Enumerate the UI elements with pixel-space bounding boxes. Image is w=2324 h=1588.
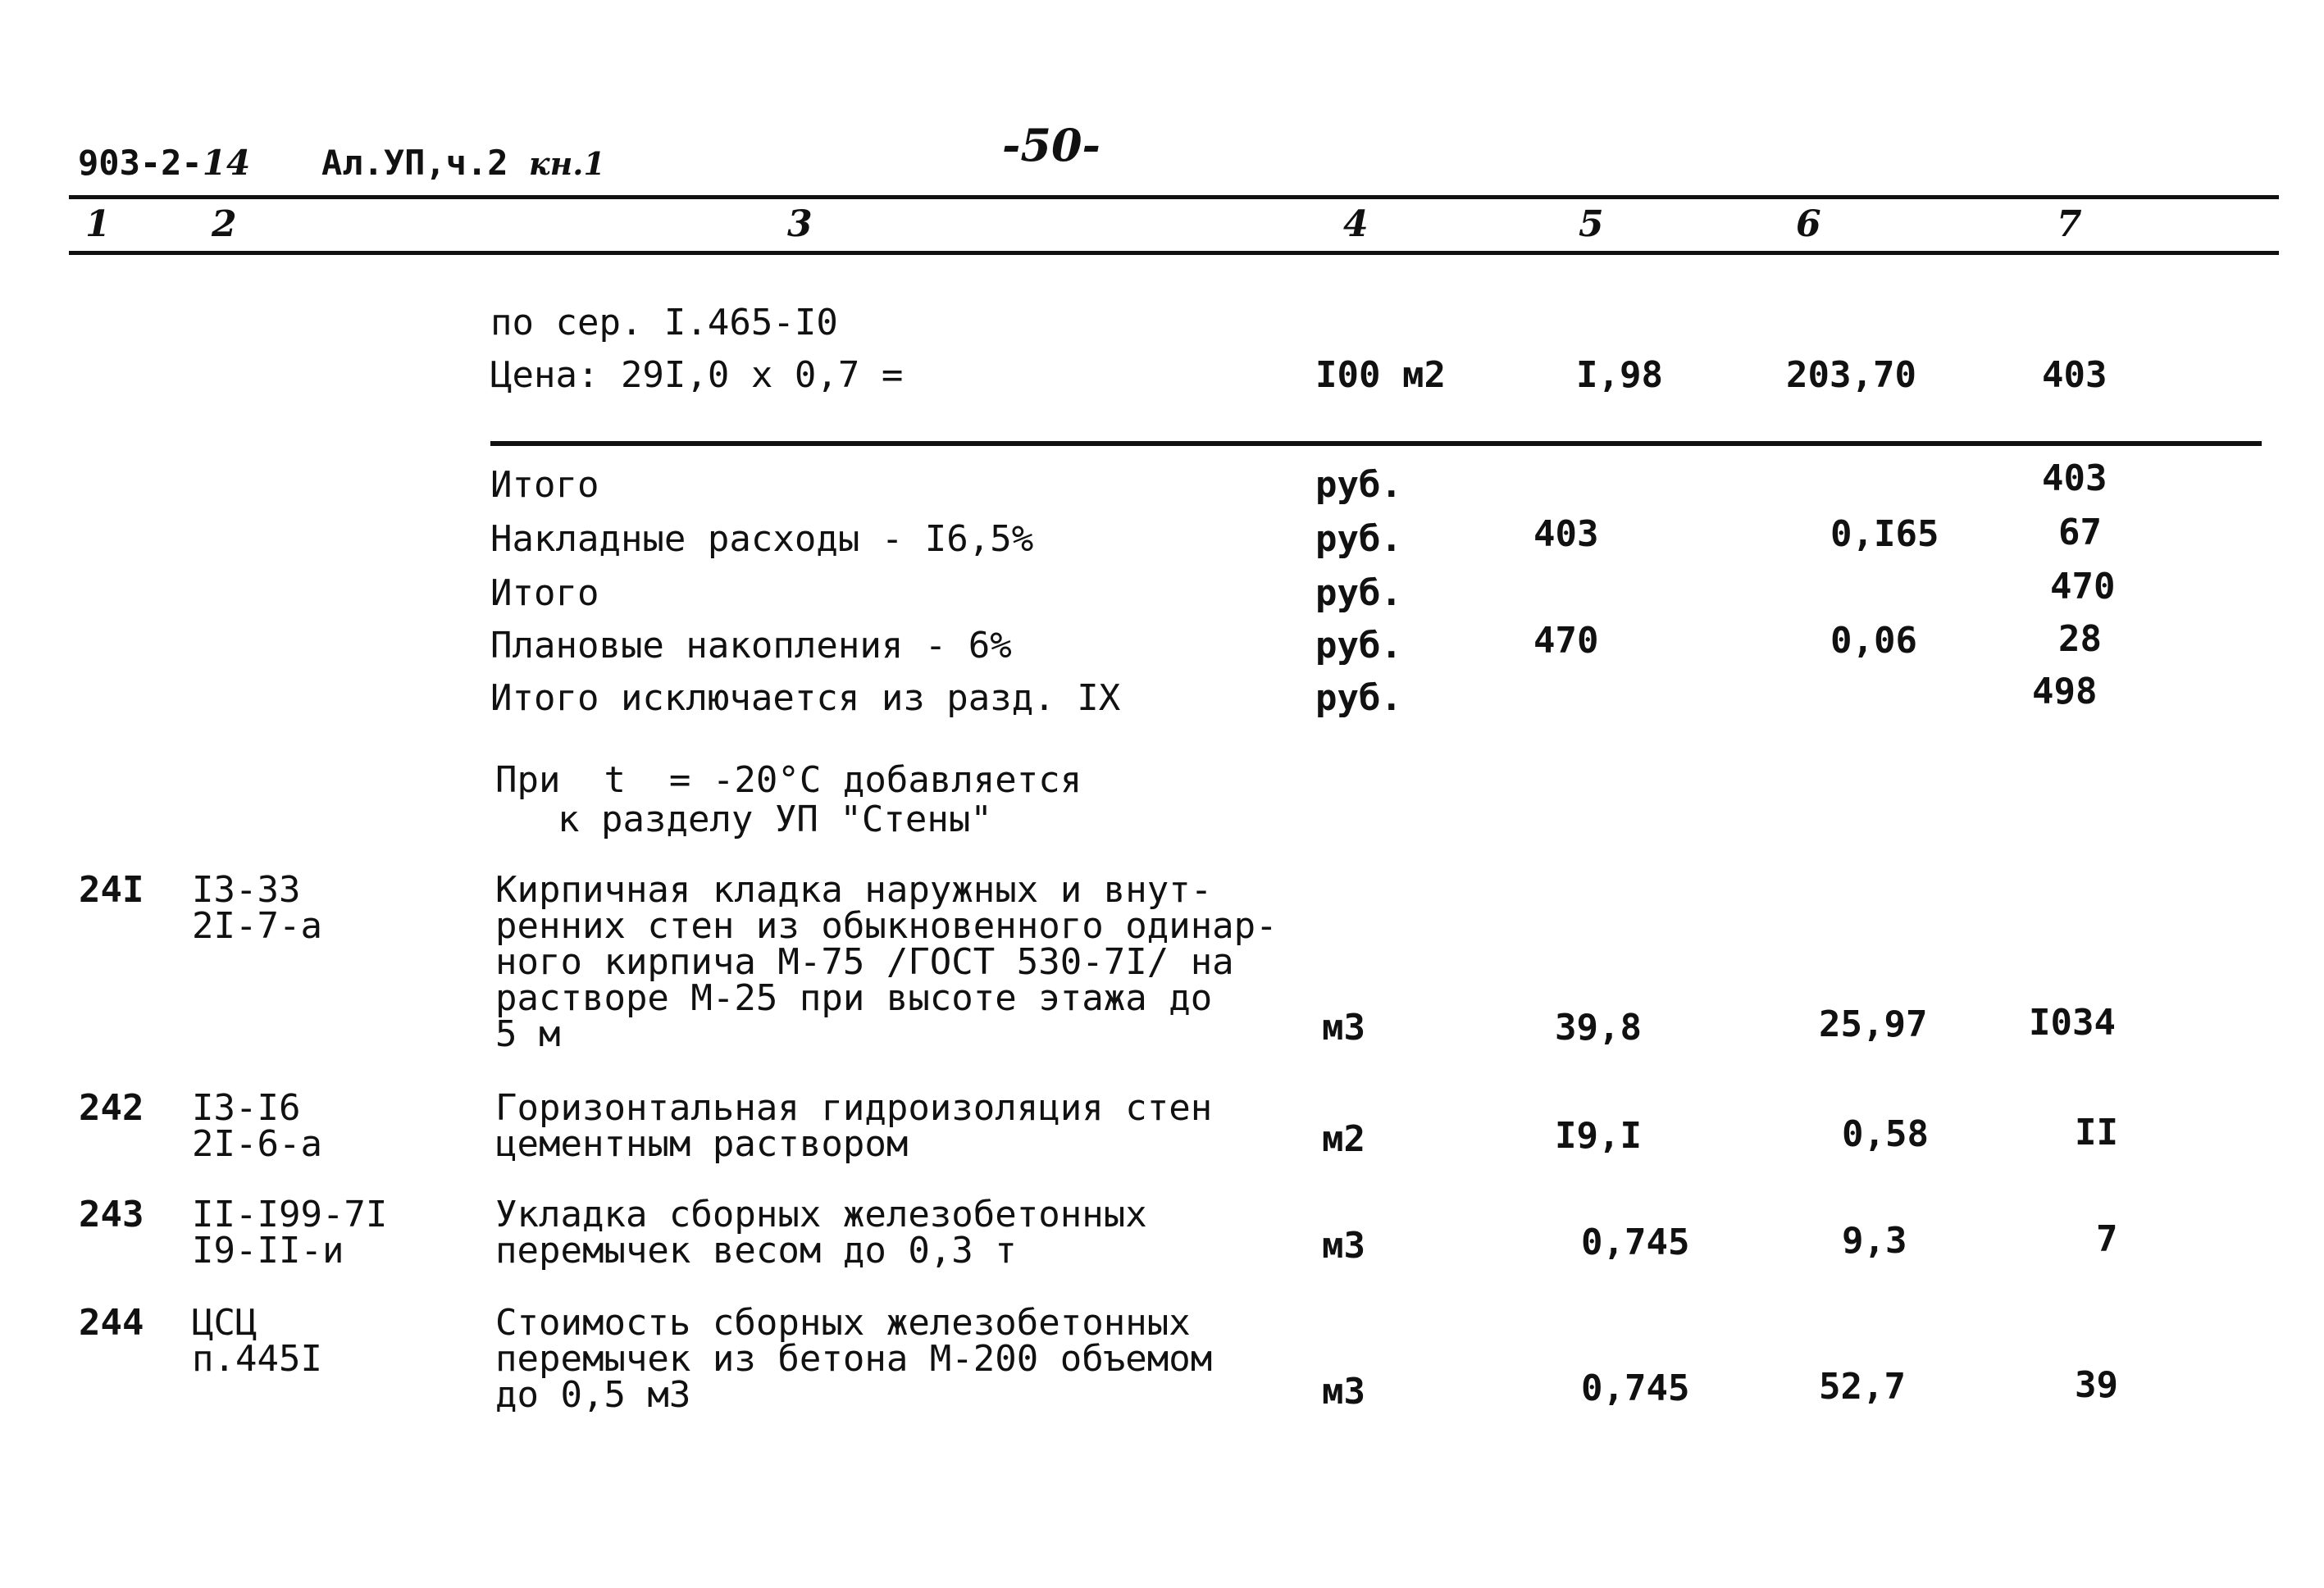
summary-total: 470 (2050, 566, 2116, 607)
column-number-2: 2 (212, 203, 237, 245)
price-unit: I00 м2 (1315, 354, 1446, 396)
album-label: Ал.УП,ч.2 (321, 143, 508, 183)
document-code-handwritten: 14 (202, 143, 251, 183)
header-top-rule (69, 195, 2279, 199)
item-code: I3-I6 2I-6-а (192, 1087, 322, 1165)
column-number-6: 6 (1796, 203, 1821, 245)
item-quantity: 0,745 (1581, 1222, 1690, 1263)
item-total: 39 (2075, 1364, 2118, 1406)
column-number-1: 1 (85, 203, 111, 245)
summary-unit: руб. (1315, 625, 1402, 667)
summary-label: Итого (490, 464, 599, 506)
item-number: 244 (79, 1302, 144, 1344)
summary-total: 67 (2058, 512, 2102, 553)
price-total: 403 (2042, 354, 2108, 396)
summary-rule (490, 441, 2262, 446)
temperature-note-line1: При t = -20°C добавляется (495, 759, 1082, 801)
summary-label: Накладные расходы - I6,5% (490, 518, 1034, 560)
item-total: I034 (2029, 1002, 2116, 1044)
price-formula: Цена: 29I,0 x 0,7 = (490, 354, 904, 396)
document-code (78, 143, 251, 183)
summary-unit: руб. (1315, 677, 1402, 719)
item-total: 7 (2096, 1218, 2118, 1260)
item-unit: м3 (1322, 1007, 1365, 1049)
item-price: 52,7 (1819, 1366, 1906, 1408)
item-number: 242 (79, 1087, 144, 1129)
price-value: 203,70 (1786, 354, 1916, 396)
temperature-note-line2: к разделу УП "Стены" (558, 799, 992, 840)
summary-rate: 0,06 (1830, 620, 1917, 662)
summary-label: Плановые накопления - 6% (490, 625, 1012, 667)
summary-label: Итого (490, 572, 599, 614)
summary-unit: руб. (1315, 518, 1402, 560)
item-price: 25,97 (1819, 1003, 1928, 1045)
item-unit: м3 (1322, 1371, 1365, 1413)
column-number-4: 4 (1343, 203, 1369, 245)
item-number: 24I (79, 869, 144, 911)
item-code: I3-33 2I-7-а (192, 869, 322, 947)
header-bottom-rule (69, 251, 2279, 255)
summary-unit: руб. (1315, 464, 1402, 506)
item-description: Горизонтальная гидроизоляция стен цементным раствором (495, 1087, 1213, 1165)
album-reference (321, 143, 605, 183)
summary-total: 498 (2032, 671, 2098, 712)
item-unit: м2 (1322, 1118, 1365, 1160)
column-number-5: 5 (1579, 203, 1604, 245)
summary-base: 470 (1533, 620, 1599, 662)
item-description: Стоимость сборных железобетонных перемычек из бетона М-200 объемом до 0,5 м3 (495, 1302, 1213, 1416)
item-total: II (2075, 1112, 2118, 1153)
item-description: Укладка сборных железобетонных перемычек весом до 0,3 т (495, 1194, 1147, 1272)
item-quantity: I9,I (1555, 1115, 1642, 1157)
item-number: 243 (79, 1194, 144, 1235)
item-price: 9,3 (1842, 1220, 1907, 1262)
document-code-printed: 903-2- (78, 143, 203, 183)
column-number-7: 7 (2057, 203, 2082, 245)
summary-label: Итого исключается из разд. IX (490, 677, 1121, 719)
summary-unit: руб. (1315, 572, 1402, 614)
column-number-3: 3 (787, 203, 813, 245)
summary-base: 403 (1533, 513, 1599, 555)
series-reference: по сер. I.465-I0 (490, 302, 838, 344)
page-number: -50- (1002, 119, 1100, 171)
summary-total: 28 (2058, 618, 2102, 660)
item-quantity: 0,745 (1581, 1367, 1690, 1409)
item-description: Кирпичная кладка наружных и внут- ренних стен из обыкновенного одинар- ного кирпича М-75 /ГОСТ 530-7I/ на растворе М-25 при высоте этажа до 5 м (495, 869, 1278, 1055)
item-code: ЦСЦ п.445I (192, 1302, 322, 1380)
summary-total: 403 (2042, 457, 2108, 499)
item-quantity: 39,8 (1555, 1007, 1642, 1049)
item-price: 0,58 (1842, 1113, 1929, 1155)
item-unit: м3 (1322, 1225, 1365, 1267)
summary-rate: 0,I65 (1830, 513, 1939, 555)
item-code: II-I99-7I I9-II-и (192, 1194, 388, 1272)
book-handwritten: кн.1 (528, 145, 605, 182)
price-quantity: I,98 (1576, 354, 1663, 396)
